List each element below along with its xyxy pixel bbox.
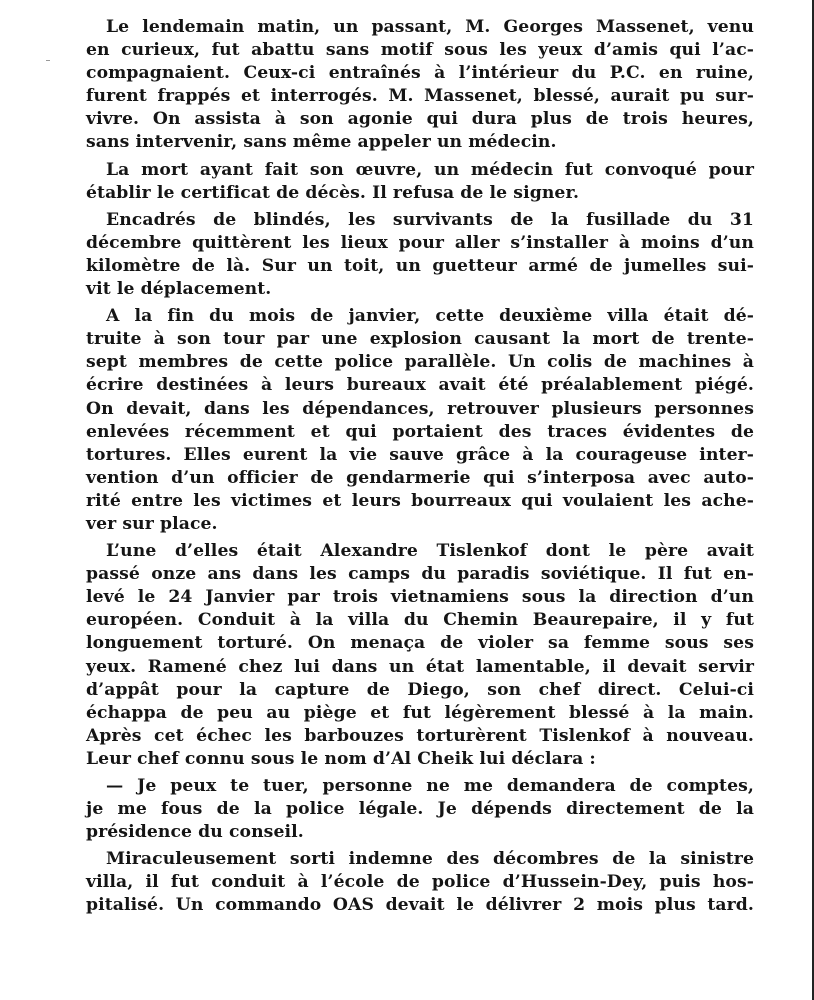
paragraph-1 <box>86 16 754 155</box>
text-line: vivre. On assista à son agonie qui dura plus de trois heures, <box>86 109 754 130</box>
paragraph-4 <box>86 305 754 536</box>
text-line: sept membres de cette police parallèle. Un colis de machines à <box>86 352 754 373</box>
text-line: longuement torturé. On menaça de violer sa femme sous ses <box>86 633 754 654</box>
paragraph-7 <box>86 848 754 917</box>
text-line: enlevées récemment et qui portaient des traces évidentes de <box>86 421 754 442</box>
text-line: Le lendemain matin, un passant, M. Georges Massenet, venu <box>106 17 754 37</box>
text-line: passé onze ans dans les camps du paradis soviétique. Il fut en- <box>86 564 754 585</box>
text-line: A la fin du mois de janvier, cette deuxième villa était dé- <box>106 306 754 327</box>
margin-mark <box>46 60 50 61</box>
text-line: établir le certificat de décès. Il refusa de le signer. <box>86 182 580 203</box>
text-line: présidence du conseil. <box>86 822 304 843</box>
text-line: d’appât pour la capture de Diego, son chef direct. Celui-ci <box>86 679 754 700</box>
text-line: tortures. Elles eurent la vie sauve grâce à la courageuse inter- <box>86 444 754 465</box>
text-line: européen. Conduit à la villa du Chemin Beaurepaire, il y fut <box>86 610 754 631</box>
text-line: Leur chef connu sous le nom d’Al Cheik lui déclara : <box>86 748 596 769</box>
text-line: compagnaient. Ceux-ci entraînés à l’intérieur du P.C. en ruine, <box>86 63 754 84</box>
text-line: vit le déplacement. <box>86 279 272 300</box>
paragraph-6-quote <box>86 775 754 844</box>
text-line: Encadrés de blindés, les survivants de la fusillade du 31 <box>106 209 754 230</box>
text-line: yeux. Ramené chez lui dans un état lamentable, il devait servir <box>86 656 754 677</box>
text-line: — Je peux te tuer, personne ne me demandera de comptes, <box>106 776 754 796</box>
text-line: ver sur place. <box>86 513 218 534</box>
text-line: pitalisé. Un commando OAS devait le délivrer 2 mois plus tard. <box>86 895 754 916</box>
text-line: truite à son tour par une explosion causant la mort de trente- <box>86 329 754 350</box>
text-line: décembre quittèrent les lieux pour aller s’installer à moins d’un <box>86 232 754 253</box>
text-line: On devait, dans les dépendances, retrouver plusieurs personnes <box>86 398 754 419</box>
document-page <box>86 16 754 922</box>
paragraph-2 <box>86 159 754 205</box>
text-line: L’une d’elles était Alexandre Tislenkof dont le père avait <box>106 541 754 562</box>
text-line: en curieux, fut abattu sans motif sous les yeux d’amis qui l’ac- <box>86 40 754 61</box>
text-line: Après cet échec les barbouzes torturèrent Tislenkof à nouveau. <box>86 725 754 746</box>
text-line: je me fous de la police légale. Je dépends directement de la <box>86 799 754 820</box>
text-line: échappa de peu au piège et fut légèrement blessé à la main. <box>86 702 754 723</box>
text-line: sans intervenir, sans même appeler un médecin. <box>86 132 557 153</box>
text-line: écrire destinées à leurs bureaux avait été préalablement piégé. <box>86 375 754 396</box>
paragraph-5 <box>86 540 754 771</box>
text-line: kilomètre de là. Sur un toit, un guetteur armé de jumelles sui- <box>86 255 754 276</box>
text-line: furent frappés et interrogés. M. Massenet, blessé, aurait pu sur- <box>86 86 754 107</box>
paragraph-3 <box>86 209 754 301</box>
text-line: villa, il fut conduit à l’école de police d’Hussein-Dey, puis hos- <box>86 872 754 893</box>
text-line: vention d’un officier de gendarmerie qui s’interposa avec auto- <box>86 467 754 488</box>
text-line: Miraculeusement sorti indemne des décombres de la sinistre <box>106 849 754 870</box>
text-line: rité entre les victimes et leurs bourreaux qui voulaient les ache- <box>86 490 754 511</box>
text-line: La mort ayant fait son œuvre, un médecin fut convoqué pour <box>106 159 754 180</box>
text-line: levé le 24 Janvier par trois vietnamiens sous la direction d’un <box>86 587 754 608</box>
